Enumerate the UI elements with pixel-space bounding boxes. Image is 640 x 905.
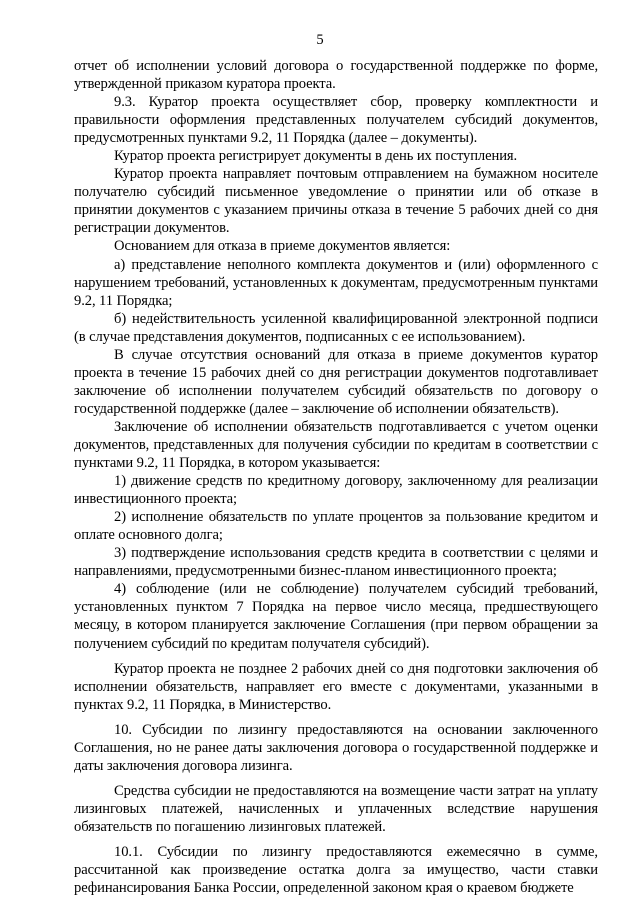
paragraph-item-a: а) представление неполного комплекта документов и (или) оформленного с нарушением требований, установленных к документам, предусмотренным пунктами 9.2, 11 Порядка; [74, 256, 598, 309]
paragraph-item-1: 1) движение средств по кредитному договору, заключенному для реализации инвестиционного проекта; [74, 473, 598, 508]
paragraph-curator-deadline: Куратор проекта не позднее 2 рабочих дней со дня подготовки заключения об исполнении обязательств, направляет его вместе с документами, указанными в пунктах 9.2, 11 Порядка, в Министерство. [74, 660, 598, 713]
paragraph-report-form: отчет об исполнении условий договора о государственной поддержке по форме, утвержденной приказом куратора проекта. [74, 58, 598, 93]
paragraph-10-leasing: 10. Субсидии по лизингу предоставляются на основании заключенного Соглашения, но не ранее даты заключения договора о государственной поддержке и даты заключения договора лизинга. [74, 721, 598, 774]
paragraph-item-b: б) недействительность усиленной квалифицированной электронной подписи (в случае представления документов, подписанных с ее использованием). [74, 310, 598, 345]
paragraph-subsidy-exclusion: Средства субсидии не предоставляются на возмещение части затрат на уплату лизинговых платежей, начисленных и уплаченных вследствие нарушения обязательств по погашению лизинговых платежей. [74, 782, 598, 835]
paragraph-conclusion-prep: В случае отсутствия оснований для отказа в приеме документов куратор проекта в течение 15 рабочих дней со дня регистрации документов подготавливает заключение об исполнении получателем субсидий обязательств по договору о государственной поддержке (далее – заключение об исполнении обязательств). [74, 346, 598, 417]
paragraph-10-1-monthly: 10.1. Субсидии по лизингу предоставляются ежемесячно в сумме, рассчитанной как произведение остатка долга за имущество, части ставки рефинансирования Банка России, определенной законом края о краевом бюджете [74, 843, 598, 897]
paragraph-item-2: 2) исполнение обязательств по уплате процентов за пользование кредитом и оплате основного долга; [74, 509, 598, 544]
paragraph-registration: Куратор проекта регистрирует документы в день их поступления. [114, 148, 518, 165]
paragraph-conclusion-content: Заключение об исполнении обязательств подготавливается с учетом оценки документов, представленных для получения субсидии по кредитам в соответствии с пунктами 9.2, 11 Порядка, в котором указывается: [74, 418, 598, 472]
document-body [74, 57, 598, 897]
paragraph-notification: Куратор проекта направляет почтовым отправлением на бумажном носителе получателю субсидий письменное уведомление о принятии или об отказе в принятии документов с указанием причины отказа в течение 5 рабочих дней со дня регистрации документов. [74, 166, 598, 237]
paragraph-item-3: 3) подтверждение использования средств кредита в соответствии с целями и направлениями, предусмотренными бизнес-планом инвестиционного проекта; [74, 545, 598, 580]
paragraph-9-3: 9.3. Куратор проекта осуществляет сбор, проверку комплектности и правильности оформления представленных получателем субсидий документов, предусмотренных пунктами 9.2, 11 Порядка (далее – документы). [74, 94, 598, 147]
paragraph-refusal-grounds: Основанием для отказа в приеме документов является: [114, 238, 451, 255]
page-number: 5 [316, 32, 324, 48]
paragraph-item-4: 4) соблюдение (или не соблюдение) получателем субсидий требований, установленных пунктом 7 Порядка на первое число месяца, предшествующего месяцу, в котором планируется заключение Соглашения (при первом обращении за получением субсидий по кредитам получателя субсидий). [74, 581, 598, 652]
